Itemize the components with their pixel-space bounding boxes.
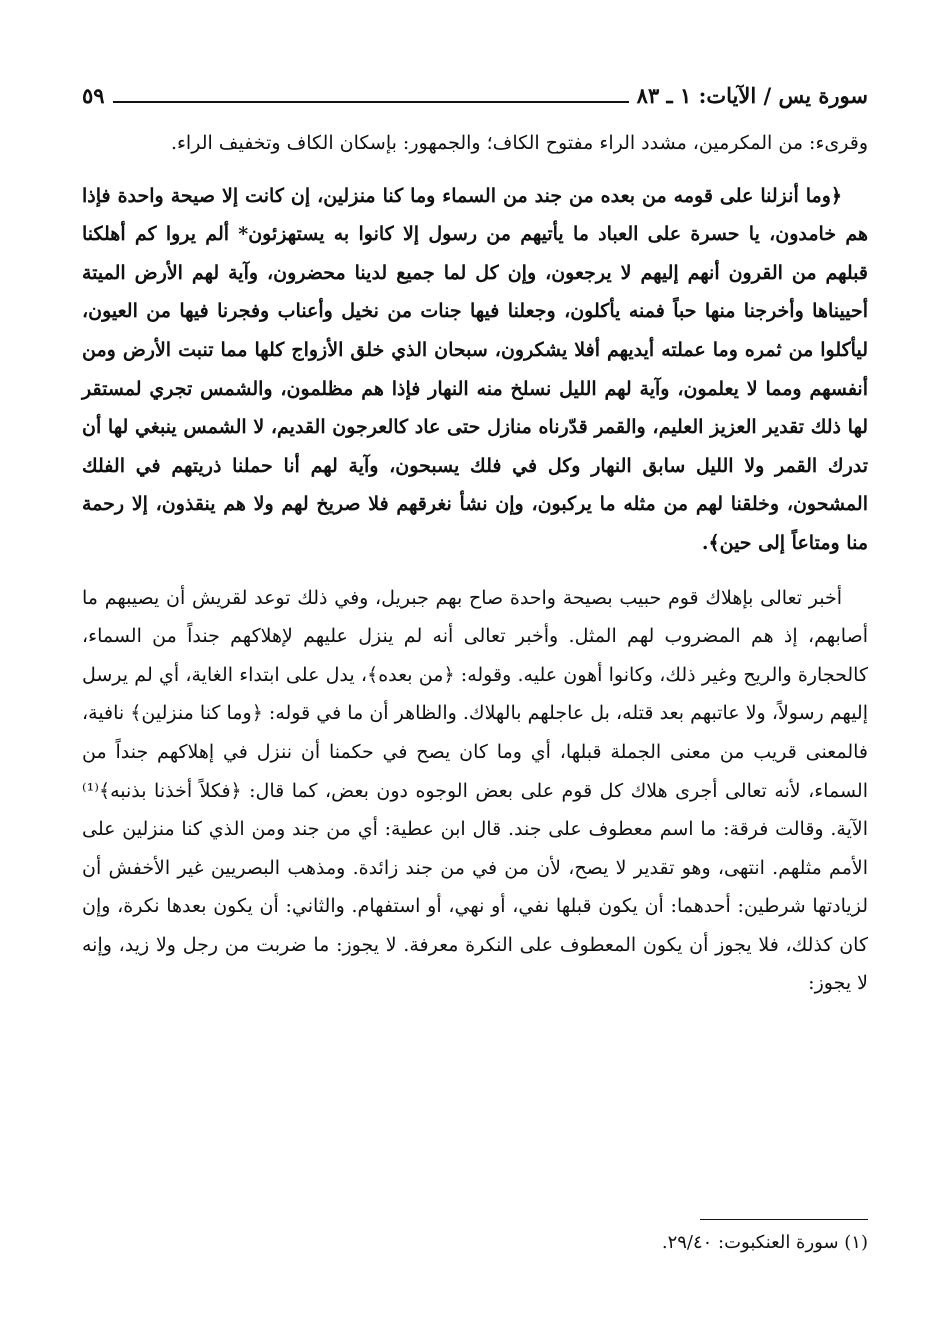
header-title: سورة يس / الآيات: ١ ـ ٨٣ — [636, 82, 868, 108]
footnote: (١) سورة العنكبوت: ٢٩/٤٠. — [661, 1232, 868, 1253]
qiraat-note-paragraph: وقرىء: من المكرمين، مشدد الراء مفتوح الكاف؛ والجمهور: بإسكان الكاف وتخفيف الراء. — [170, 132, 868, 154]
running-header — [82, 78, 868, 112]
header-rule — [113, 87, 629, 103]
footnote-divider — [700, 1219, 868, 1220]
page-body — [82, 124, 868, 1017]
commentary-paragraph: أخبر تعالى بإهلاك قوم حبيب بصيحة واحدة صاح بهم جبريل، وفي ذلك توعد لقريش أن يصيبهم ما أصابهم، إذ هم المضروب لهم المثل. وأخبر تعالى أنه لم ينزل عليهم لإهلاكهم جنداً من السماء، كالحجارة والريح وغير ذلك، وكانوا أهون عليه. وقوله: ﴿من بعده﴾، يدل على ابتداء الغاية، أي لم يرسل إليهم رسولاً، ولا عاتبهم بعد قتله، بل عاجلهم بالهلاك. والظاهر أن ما في قوله: ﴿وما كنا منزلين﴾ نافية، فالمعنى قريب من معنى الجملة قبلها، أي وما كان يصح في حكمنا أن ننزل في إهلاكهم جنداً من السماء، لأنه تعالى أجرى هلاك كل قوم على بعض الوجوه دون بعض، كما قال: ﴿فكلاً أخذنا بذنبه﴾⁽¹⁾ الآية. وقالت فرقة: ما اسم معطوف على جند. قال ابن عطية: أي من جند ومن الذي كنا منزلين على الأمم مثلهم. انتهى، وهو تقدير لا يصح، لأن من في من جند زائدة. ومذهب البصريين غير الأخفش أن لزيادتها شرطين: أحدهما: أن يكون قبلها نفي، أو نهي، أو استفهام. والثاني: أن يكون بعدها نكرة، وإن كان كذلك، فلا يجوز أن يكون المعطوف على النكرة معرفة. لا يجوز: ما ضربت من رجل ولا زيد، وإنه لا يجوز: — [82, 586, 868, 995]
quran-verses-paragraph: ﴿وما أنزلنا على قومه من بعده من جند من السماء وما كنا منزلين، إن كانت إلا صيحة واحدة فإذا هم خامدون، يا حسرة على العباد ما يأتيهم من رسول إلا كانوا به يستهزئون* ألم يروا كم أهلكنا قبلهم من القرون أنهم إليهم لا يرجعون، وإن كل لما جميع لدينا محضرون، وآية لهم الأرض الميتة أحييناها وأخرجنا منها حباً فمنه يأكلون، وجعلنا فيها جنات من نخيل وأعناب وفجرنا فيها من العيون، ليأكلوا من ثمره وما عملته أيديهم أفلا يشكرون، سبحان الذي خلق الأزواج كلها مما تنبت الأرض ومن أنفسهم ومما لا يعلمون، وآية لهم الليل نسلخ منه النهار فإذا هم مظلمون، والشمس تجري لمستقر لها ذلك تقدير العزيز العليم، والقمر قدّرناه منازل حتى عاد كالعرجون القديم، لا الشمس ينبغي لها أن تدرك القمر ولا الليل سابق النهار وكل في فلك يسبحون، وآية لهم أنا حملنا ذريتهم في الفلك المشحون، وخلقنا لهم من مثله ما يركبون، وإن نشأ نغرقهم فلا صريخ لهم ولا هم ينقذون، إلا رحمة منا ومتاعاً إلى حين﴾. — [82, 184, 868, 554]
page-number: ٥٩ — [82, 82, 105, 108]
